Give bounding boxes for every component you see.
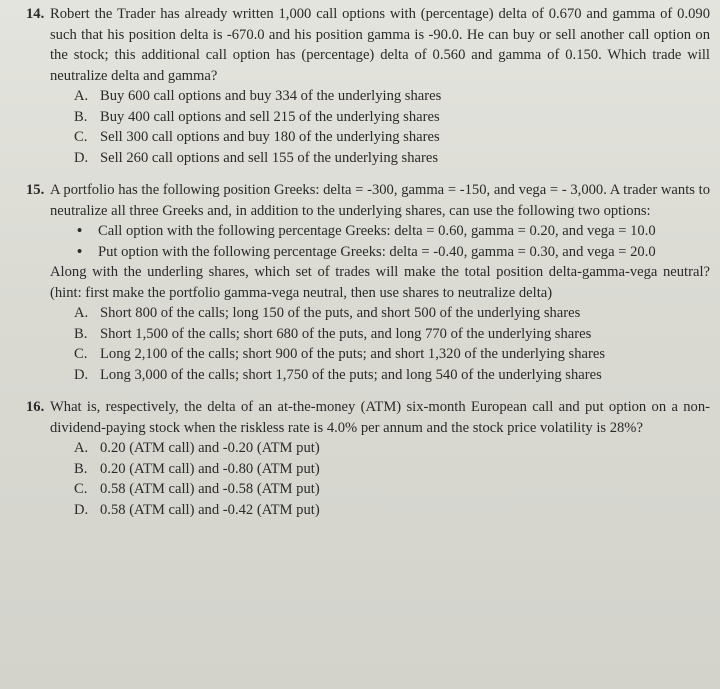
- answer-option-c[interactable]: [74, 127, 710, 148]
- answer-option-b[interactable]: [74, 459, 710, 480]
- question-16: [26, 397, 710, 520]
- option-text: Long 2,100 of the calls; short 900 of the puts; and short 1,320 of the underlying shares: [100, 346, 606, 362]
- answer-option-a[interactable]: [74, 86, 710, 107]
- option-letter: C.: [74, 481, 88, 497]
- question-14: [26, 4, 710, 168]
- option-letter: D.: [74, 366, 89, 383]
- answer-option-d[interactable]: [74, 500, 710, 521]
- option-text: Buy 400 call options and sell 215 of the underlying shares: [100, 108, 440, 125]
- answer-option-a[interactable]: [74, 438, 710, 459]
- question-stem: A portfolio has the following position Greeks: delta = -300, gamma = -150, and vega = - 3,000. A trader wants to neutralize all three Greeks and, in addition to the underlying shares, can use the following two options:: [50, 182, 710, 219]
- option-spec-list: [50, 221, 710, 262]
- question-number: 14.: [26, 6, 45, 22]
- bullet-icon: •: [77, 223, 83, 239]
- option-letter: B.: [74, 108, 88, 125]
- option-letter: D.: [74, 149, 89, 166]
- answer-option-c[interactable]: [74, 344, 710, 365]
- answer-option-b[interactable]: [74, 324, 710, 345]
- question-number: 15.: [26, 182, 45, 198]
- question-15: [26, 180, 710, 385]
- option-letter: A.: [74, 88, 89, 104]
- answer-option-c[interactable]: [74, 479, 710, 500]
- option-letter: B.: [74, 460, 88, 477]
- option-letter: A.: [74, 440, 89, 456]
- option-text: Long 3,000 of the calls; short 1,750 of the puts; and long 540 of the underlying shares: [100, 366, 602, 383]
- answer-options: [50, 438, 710, 520]
- option-text: 0.58 (ATM call) and -0.58 (ATM put): [100, 481, 320, 497]
- option-text: 0.20 (ATM call) and -0.80 (ATM put): [100, 460, 320, 477]
- option-letter: C.: [74, 129, 88, 145]
- question-stem-continued: Along with the underling shares, which set of trades will make the total position delta-gamma-vega neutral? (hint: first make the portfolio gamma-vega neutral, then use shares to neutralize delta): [50, 264, 710, 301]
- option-letter: C.: [74, 346, 88, 362]
- answer-options: [50, 86, 710, 168]
- bullet-text: Put option with the following percentage Greeks: delta = -0.40, gamma = 0.30, and vega = 20.0: [98, 243, 656, 260]
- option-letter: B.: [74, 325, 88, 342]
- answer-option-d[interactable]: [74, 365, 710, 386]
- bullet-item: [77, 221, 710, 242]
- option-text: 0.58 (ATM call) and -0.42 (ATM put): [100, 501, 320, 518]
- answer-option-b[interactable]: [74, 107, 710, 128]
- option-text: Sell 260 call options and sell 155 of the underlying shares: [100, 149, 439, 166]
- question-stem: What is, respectively, the delta of an at-the-money (ATM) six-month European call and put option on a non-dividend-paying stock when the riskless rate is 4.0% per annum and the stock price volatility is 28%?: [50, 399, 710, 436]
- option-text: 0.20 (ATM call) and -0.20 (ATM put): [100, 440, 320, 456]
- bullet-icon: •: [77, 243, 83, 260]
- answer-option-a[interactable]: [74, 303, 710, 324]
- option-letter: A.: [74, 305, 89, 321]
- answer-option-d[interactable]: [74, 148, 710, 169]
- option-letter: D.: [74, 501, 89, 518]
- option-text: Short 1,500 of the calls; short 680 of the puts, and long 770 of the underlying shares: [100, 325, 592, 342]
- bullet-text: Call option with the following percentage Greeks: delta = 0.60, gamma = 0.20, and vega = 10.0: [98, 223, 656, 239]
- question-stem: Robert the Trader has already written 1,000 call options with (percentage) delta of 0.670 and gamma of 0.090 such that his position delta is -670.0 and his position gamma is -90.0. He can buy or sell another call option on the stock; this additional call option has (percentage) delta of 0.560 and gamma of 0.150. Which trade will neutralize delta and gamma?: [50, 6, 710, 84]
- bullet-item: [77, 242, 710, 263]
- option-text: Buy 600 call options and buy 334 of the underlying shares: [100, 88, 442, 104]
- answer-options: [50, 303, 710, 385]
- question-number: 16.: [26, 399, 45, 415]
- option-text: Short 800 of the calls; long 150 of the puts, and short 500 of the underlying shares: [100, 305, 581, 321]
- option-text: Sell 300 call options and buy 180 of the underlying shares: [100, 129, 440, 145]
